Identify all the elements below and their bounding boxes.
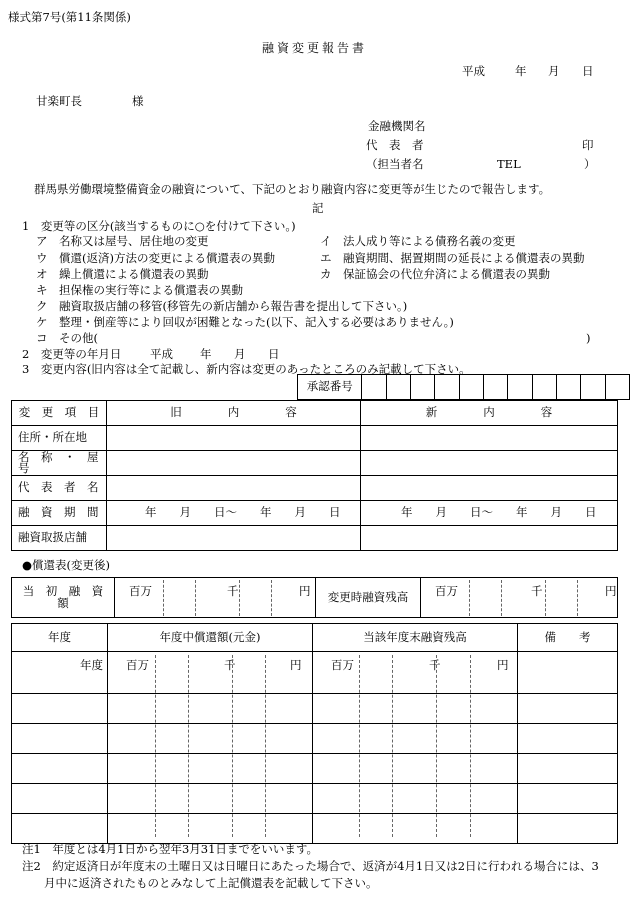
repayment-amount-cell[interactable] xyxy=(108,784,313,814)
unit-yen: 円 xyxy=(290,658,302,672)
approval-number-table xyxy=(297,374,630,400)
remarks-cell[interactable] xyxy=(518,694,618,724)
change-type-i: イ 法人成り等による債務名義の変更 xyxy=(320,234,516,248)
repayment-amount-cell[interactable] xyxy=(108,754,313,784)
remarks-cell[interactable] xyxy=(518,814,618,844)
row-label-representative: 代 表 者 名 xyxy=(12,476,107,501)
digit-separator xyxy=(239,580,240,616)
approval-digit-box[interactable] xyxy=(459,375,483,400)
digit-separator xyxy=(577,580,578,616)
representative-label: 代 表 者 xyxy=(366,138,424,152)
section2-year: 年 xyxy=(200,347,212,361)
approval-digit-box[interactable] xyxy=(362,375,386,400)
repayment-amount-cell[interactable] xyxy=(108,694,313,724)
col-header-remarks: 備 考 xyxy=(518,624,618,652)
year-cell[interactable] xyxy=(12,694,108,724)
date-month: 月 xyxy=(548,64,560,78)
change-type-ke: ケ 整理・倒産等により回収が困難となった(以下、記入する必要はありません。) xyxy=(36,315,454,329)
old-name-cell[interactable] xyxy=(107,451,361,476)
balance-at-change-cell[interactable] xyxy=(421,578,618,618)
institution-label: 金融機関名 xyxy=(368,119,426,133)
unit-million: 百万 xyxy=(126,658,149,672)
addressee-honorific: 様 xyxy=(132,94,144,108)
section2-day: 日 xyxy=(268,347,280,361)
row-label-address: 住所・所在地 xyxy=(12,426,107,451)
change-type-ki: キ 担保権の実行等による償還表の異動 xyxy=(36,283,243,297)
new-representative-cell[interactable] xyxy=(361,476,618,501)
col-header-year: 年度 xyxy=(12,624,108,652)
section2-era: 平成 xyxy=(150,347,173,361)
contact-person-label: （担当者名 xyxy=(366,157,424,171)
date-day: 日 xyxy=(582,64,594,78)
balance-amount-cell[interactable] xyxy=(313,652,518,694)
contact-close: ） xyxy=(584,157,596,171)
digit-separator xyxy=(163,580,164,616)
approval-digit-box[interactable] xyxy=(605,375,629,400)
change-content-table xyxy=(11,400,618,551)
approval-digit-box[interactable] xyxy=(532,375,556,400)
unit-million: 百万 xyxy=(129,584,152,598)
old-period-cell[interactable]: 年 月 日～ 年 月 日 xyxy=(107,501,361,526)
approval-digit-box[interactable] xyxy=(556,375,580,400)
date-era: 平成 xyxy=(462,64,485,78)
intro-text: 群馬県労働環境整備資金の融資について、下記のとおり融資内容に変更等が生じたので報告します。 xyxy=(34,182,551,196)
ki-label: 記 xyxy=(312,201,324,215)
new-name-cell[interactable] xyxy=(361,451,618,476)
old-branch-cell[interactable] xyxy=(107,526,361,551)
col-header-old: 旧 内 容 xyxy=(107,401,361,426)
unit-yen: 円 xyxy=(605,584,617,598)
section3-label: 3 変更内容(旧内容は全て記載し、新内容は変更のあったところのみ記載して下さい。 xyxy=(22,362,471,376)
year-cell[interactable] xyxy=(12,724,108,754)
unit-yen: 円 xyxy=(299,584,311,598)
change-type-ko: コ その他( xyxy=(36,331,98,345)
balance-amount-cell[interactable] xyxy=(313,784,518,814)
loan-amount-table xyxy=(11,577,618,618)
initial-amount-label: 当 初 融 資 額 xyxy=(12,578,115,618)
seal-mark: 印 xyxy=(582,138,594,152)
change-type-a: ア 名称又は屋号、居住地の変更 xyxy=(36,234,209,248)
note-2-continued: 月中に返済されたものとみなして上記償還表を記載して下さい。 xyxy=(44,876,378,890)
approval-digit-box[interactable] xyxy=(386,375,410,400)
repayment-schedule-table xyxy=(11,623,618,844)
remarks-cell[interactable] xyxy=(518,754,618,784)
approval-digit-box[interactable] xyxy=(435,375,459,400)
page-title: 融資変更報告書 xyxy=(262,41,368,55)
balance-at-change-label: 変更時融資残高 xyxy=(316,578,421,618)
date-year: 年 xyxy=(515,64,527,78)
approval-digit-box[interactable] xyxy=(508,375,532,400)
col-header-new: 新 内 容 xyxy=(361,401,618,426)
note-1: 注1 年度とは4月1日から翌年3月31日までをいいます。 xyxy=(22,842,318,856)
year-cell[interactable] xyxy=(12,754,108,784)
col-header-item: 変 更 項 目 xyxy=(12,401,107,426)
new-period-cell[interactable]: 年 月 日～ 年 月 日 xyxy=(361,501,618,526)
balance-amount-cell[interactable] xyxy=(313,754,518,784)
year-cell[interactable] xyxy=(12,784,108,814)
new-address-cell[interactable] xyxy=(361,426,618,451)
approval-digit-box[interactable] xyxy=(581,375,605,400)
old-address-cell[interactable] xyxy=(107,426,361,451)
change-type-u: ウ 償還(返済)方法の変更による償還表の異動 xyxy=(36,251,275,265)
unit-yen: 円 xyxy=(497,658,509,672)
approval-number-label: 承認番号 xyxy=(298,375,362,400)
repayment-amount-cell[interactable] xyxy=(108,652,313,694)
change-type-ku: ク 融資取扱店舗の移管(移管先の新店舗から報告書を提出して下さい。) xyxy=(36,299,408,313)
form-number: 様式第7号(第11条関係) xyxy=(8,10,131,24)
approval-digit-box[interactable] xyxy=(411,375,435,400)
unit-thousand: 千 xyxy=(224,658,236,672)
change-type-ko-close: ) xyxy=(586,331,591,345)
unit-million: 百万 xyxy=(331,658,354,672)
old-representative-cell[interactable] xyxy=(107,476,361,501)
unit-thousand: 千 xyxy=(227,584,239,598)
note-2: 注2 約定返済日が年度末の土曜日又は日曜日にあたった場合で、返済が4月1日又は2日に行われる場合には、3 xyxy=(22,859,599,873)
addressee-name: 甘楽町長 xyxy=(36,94,82,108)
new-branch-cell[interactable] xyxy=(361,526,618,551)
unit-million: 百万 xyxy=(435,584,458,598)
digit-separator xyxy=(195,580,196,616)
row-label-period: 融 資 期 間 xyxy=(12,501,107,526)
col-header-balance: 当該年度末融資残高 xyxy=(313,624,518,652)
repayment-heading: ●償還表(変更後) xyxy=(22,558,111,572)
digit-separator xyxy=(271,580,272,616)
year-cell[interactable]: 年度 xyxy=(12,652,108,694)
initial-amount-cell[interactable] xyxy=(115,578,316,618)
row-label-name: 名 称 ・ 屋 号 xyxy=(12,451,107,476)
balance-amount-cell[interactable] xyxy=(313,724,518,754)
change-type-o: オ 繰上償還による償還表の異動 xyxy=(36,267,209,281)
digit-separator xyxy=(545,580,546,616)
year-cell[interactable] xyxy=(12,814,108,844)
change-type-ka: カ 保証協会の代位弁済による償還表の異動 xyxy=(320,267,550,281)
balance-amount-cell[interactable] xyxy=(313,694,518,724)
unit-thousand: 千 xyxy=(531,584,543,598)
row-label-branch: 融資取扱店舗 xyxy=(12,526,107,551)
digit-separator xyxy=(469,580,470,616)
change-type-e: エ 融資期間、据置期間の延長による償還表の異動 xyxy=(320,251,585,265)
remarks-cell[interactable] xyxy=(518,784,618,814)
unit-thousand: 千 xyxy=(429,658,441,672)
remarks-cell[interactable] xyxy=(518,724,618,754)
balance-amount-cell[interactable] xyxy=(313,814,518,844)
remarks-cell[interactable] xyxy=(518,652,618,694)
approval-digit-box[interactable] xyxy=(484,375,508,400)
col-header-repayment: 年度中償還額(元金) xyxy=(108,624,313,652)
repayment-amount-cell[interactable] xyxy=(108,724,313,754)
section2-month: 月 xyxy=(234,347,246,361)
section2-label: 2 変更等の年月日 xyxy=(22,347,122,361)
repayment-amount-cell[interactable] xyxy=(108,814,313,844)
tel-label: TEL xyxy=(497,157,521,171)
section1-heading: 1 変更等の区分(該当するものに○を付けて下さい。) xyxy=(22,219,296,233)
digit-separator xyxy=(501,580,502,616)
